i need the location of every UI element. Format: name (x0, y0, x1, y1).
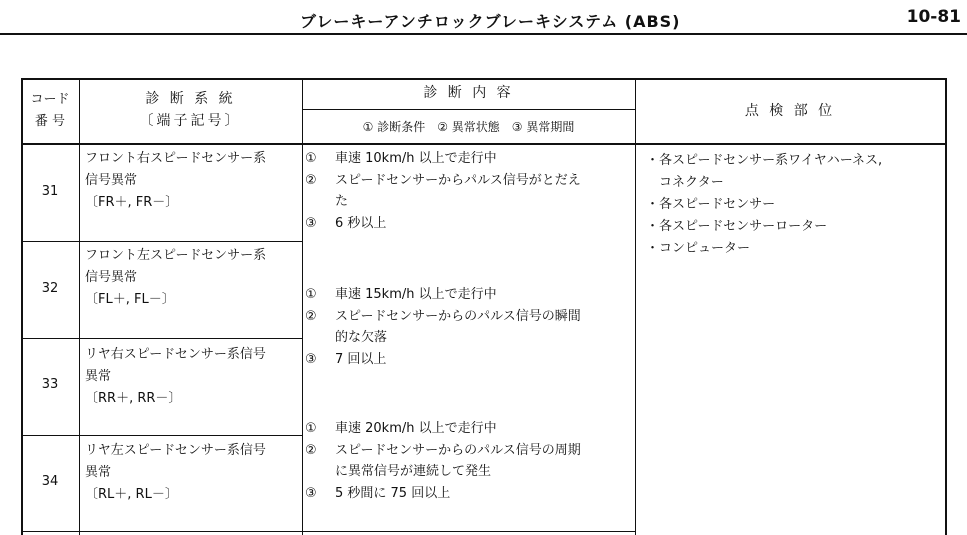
condition-block-1 (305, 148, 581, 234)
code-31: 31 (41, 184, 59, 199)
item-34-terminal: 〔RL＋, RL－〕 (85, 487, 178, 502)
check-point-3: ・各スピードセンサーローター (646, 219, 828, 234)
condition-number: ② (305, 172, 317, 188)
condition-number: ② (305, 442, 317, 458)
header-rule (0, 33, 967, 35)
condition-text: 車速 15km/h 以上で走行中 (335, 287, 497, 302)
condition-text: 車速 10km/h 以上で走行中 (335, 151, 497, 166)
condition-number: ① (305, 287, 317, 302)
document-title: ブレーキーアンチロックブレーキシステム (ABS) (300, 12, 681, 31)
condition-text: た (335, 194, 349, 209)
condition-block-2 (305, 284, 581, 370)
code-header-line-1: コード (30, 92, 70, 107)
condition-line (305, 418, 581, 440)
page-number: 10-81 (906, 7, 961, 27)
page-header (0, 0, 967, 40)
item-header-line-2: 〔端子記号〕 (139, 113, 242, 129)
condition-line (305, 284, 581, 306)
col-divider-content (635, 78, 636, 535)
condition-text: スピードセンサーからのパルス信号の周期 (335, 442, 581, 458)
code-33: 33 (41, 377, 59, 392)
condition-text: 車速 20km/h 以上で走行中 (335, 421, 497, 436)
condition-line (305, 349, 581, 371)
condition-number: ③ (305, 215, 317, 231)
condition-text: 5 秒間に 75 回以上 (335, 485, 451, 501)
condition-number: ① (305, 151, 317, 166)
item-32-line-2: 信号異常 (85, 270, 138, 285)
condition-line (305, 148, 581, 170)
col-divider-item (302, 78, 303, 535)
item-33-line-1: リヤ右スピードセンサー系信号 (85, 347, 266, 362)
condition-line (305, 191, 581, 213)
check-point-1: ・各スピードセンサー系ワイヤハーネス, (646, 153, 883, 168)
item-34-line-2: 異常 (85, 465, 112, 480)
condition-line (305, 170, 581, 192)
code-34: 34 (41, 474, 59, 489)
condition-line (305, 327, 581, 349)
code-header-line-2: 番 号 (34, 114, 66, 129)
row-divider-31 (21, 241, 303, 242)
condition-text: スピードセンサーからパルス信号がとだえ (335, 172, 581, 188)
condition-number: ② (305, 308, 317, 324)
condition-text: 7 回以上 (335, 351, 387, 367)
item-34-line-1: リヤ左スピードセンサー系信号 (85, 443, 266, 458)
condition-line (305, 440, 581, 462)
row-divider-33 (21, 435, 303, 436)
condition-line (305, 306, 581, 328)
condition-line (305, 213, 581, 235)
table-top-border (21, 78, 947, 80)
condition-number: ③ (305, 351, 317, 367)
table-left-border (21, 78, 23, 535)
item-32-line-1: フロント左スピードセンサー系 (85, 248, 267, 263)
item-31-terminal: 〔FR＋, FR－〕 (85, 195, 179, 210)
content-header-subtitle: ① 診断条件 ② 異常状態 ③ 異常期間 (362, 120, 575, 134)
row-divider-32 (21, 338, 303, 339)
item-33-line-2: 異常 (85, 369, 112, 384)
condition-number: ① (305, 421, 317, 436)
table-right-border (945, 78, 947, 535)
content-header-title: 診 断 内 容 (423, 85, 514, 101)
item-32-terminal: 〔FL＋, FL－〕 (85, 292, 175, 307)
diagnosis-table (21, 78, 947, 535)
check-point-4: ・コンピューター (646, 241, 751, 256)
table-bottom-border (21, 531, 635, 532)
check-point-1-cont: コネクター (646, 175, 724, 190)
condition-block-3 (305, 418, 581, 504)
condition-line (305, 461, 581, 483)
item-header-line-1: 診 断 系 統 (145, 91, 236, 107)
item-33-terminal: 〔RR＋, RR－〕 (85, 391, 182, 406)
condition-text: に異常信号が連続して発生 (335, 464, 492, 479)
item-31-line-2: 信号異常 (85, 173, 138, 188)
check-point-2: ・各スピードセンサー (646, 197, 776, 212)
condition-number: ③ (305, 485, 317, 501)
col-divider-code (79, 78, 80, 535)
header-bottom-border (21, 143, 947, 145)
item-31-line-1: フロント右スピードセンサー系 (85, 151, 267, 166)
code-32: 32 (41, 281, 59, 296)
content-subheader-divider (302, 109, 635, 110)
condition-text: スピードセンサーからのパルス信号の瞬間 (335, 308, 581, 324)
condition-line (305, 483, 581, 505)
check-header: 点 検 部 位 (744, 103, 836, 119)
condition-text: 的な欠落 (335, 330, 388, 345)
condition-text: 6 秒以上 (335, 215, 387, 231)
